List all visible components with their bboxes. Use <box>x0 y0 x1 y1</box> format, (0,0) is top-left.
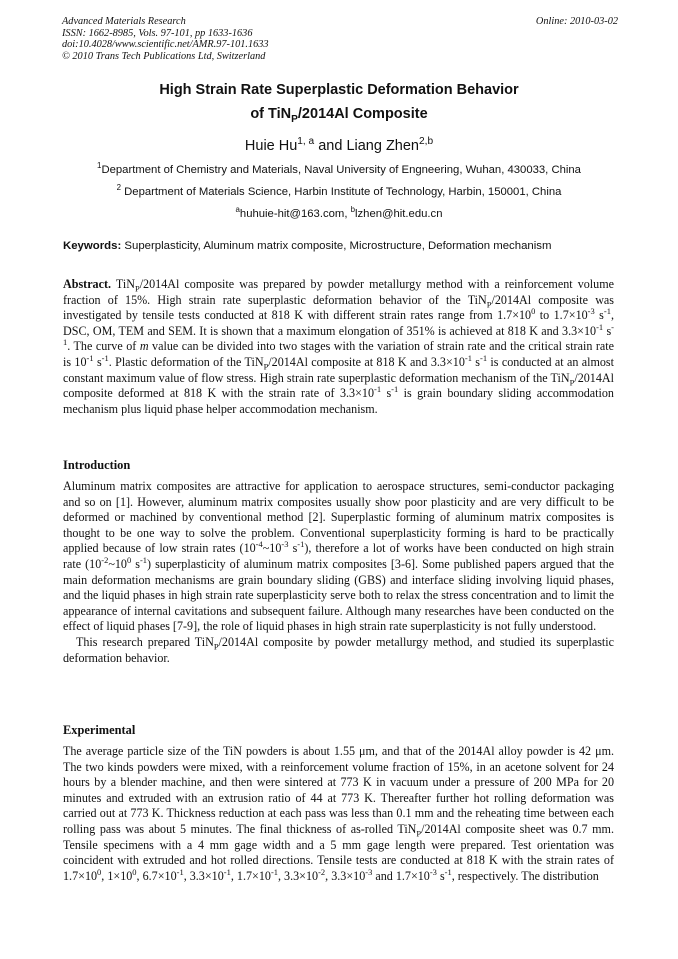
keywords-label: Keywords: <box>63 240 122 252</box>
journal-header <box>62 16 618 62</box>
section-heading-experimental: Experimental <box>63 723 136 737</box>
paragraph: The average particle size of the TiN powders is about 1.55 μm, and that of the 2014Al alloy powder is 42 μm. The two kinds powders were mixed, with a reinforcement volume fraction of 15%, in an acetone solvent for 24 hours by a blender machine, and then were sintered at 773 K in vacuum under a pressure of 200 MPa for 20 minutes and extruded with an extrusion ratio of 44 at 773 K. Thereafter further hot rolling deformation was carried out at 773 K. Thickness reduction at each pass was less than 0.1 mm and the reheating time between each rolling pass was about 5 minutes. The final thickness of as-rolled TiN$_P$/2014Al composite sheet was 0.7 mm. Tensile specimens with a 4 mm gage width and a 5 mm gage length were prepared. Test orientation was coincident with extruded and hot rolled directions. Tensile tests are conducted at 818 K with the strain rates of $1.7\times 10^0$, $1\times 10^0$, $6.7\times 10^{-1}$, $3.3\times 10^{-1}$, $1.7\times 10^{-1}$, $3.3\times 10^{-2}$, $3.3\times 10^{-3}$ and $1.7\times 10^{-3}$ $s^{-1}$, respectively. The distribution <box>63 744 614 883</box>
journal-copyright: © 2010 Trans Tech Publications Ltd, Switzerland <box>62 50 266 62</box>
author-name: Liang Zhen <box>346 138 419 154</box>
introduction-section <box>63 479 614 666</box>
paragraph: This research prepared TiN$_P$/2014Al composite by powder metallurgy method, and studied its superplastic deformation behavior. <box>63 634 614 665</box>
affiliation-2: $^2$ Department of Materials Science, Harbin Institute of Technology, Harbin, 150001, China <box>116 183 562 198</box>
paper-title-line2: of TiN$_P$/2014Al Composite <box>250 106 428 125</box>
experimental-section <box>63 744 614 884</box>
abstract-label: Abstract. <box>63 277 112 291</box>
affiliation-1: $^1$Department of Chemistry and Materials, Naval University of Engneering, Wuhan, 430033, China <box>97 161 581 176</box>
journal-issn: ISSN: 1662-8985, Vols. 97-101, pp 1633-1636 <box>62 27 253 39</box>
abstract-paragraph: Abstract. TiN$_P$/2014Al composite was prepared by powder metallurgy method with a reinforcement volume fraction of 15%. High strain rate superplastic deformation behavior of the TiN$_P$/2014Al composite was investigated by tensile tests conducted at 818 K with different strain rates range from $1.7\times 10^0$ to $1.7\times 10^{-3}$ $s^{-1}$, DSC, OM, TEM and SEM. It is shown that a maximum elongation of 351% is achieved at 818 K and $3.3\times 10^{-1}$ $s^{-1}$. The curve of m value can be divided into two stages with the variation of strain rate and the critical strain rate is $10^{-1}$ $s^{-1}$. Plastic deformation of the TiN$_P$/2014Al composite at 818 K and $3.3\times 10^{-1}$ $s^{-1}$ is conducted at an almost constant maximum value of flow stress. High strain rate superplastic deformation mechanism of the TiN$_P$/2014Al composite deformed at 818 K with the strain rate of $3.3\times 10^{-1}$ $s^{-1}$ is grain boundary sliding accommodation mechanism plus liquid phase helper accommodation mechanism. <box>63 277 614 416</box>
paragraph: Aluminum matrix composites are attractive for application to aerospace structures, semi-conductor packaging and so on [1]. However, aluminum matrix composites usually show poor plasticity and are very difficult to be deformed or machined by conventional method [2]. Superplastic forming of aluminum matrix composites is thought to be one way to solve the problem. Conventional superplasticity forming is hard to be practically applied because of low strain rates ($10^{-4}\sim 10^{-3}$ $s^{-1}$), therefore a lot of works have been conducted on high strain rate ($10^{-2}\sim 10^0$ $s^{-1}$) superplasticity of aluminum matrix composites [3-6]. Some published papers argued that the main deformation mechanisms are grain boundary sliding (GBS) and interface sliding involving liquid phases, and the liquid phases in high strain rate superplasticity serve both to relax the stress concentration and to limit the appearance of internal cavitations and subsequent failure. Although many researches have been conducted on the effect of liquid phases [7-9], the role of liquid phases in high strain rate superplasticity is not fully understood. <box>63 479 615 634</box>
journal-doi: doi:10.4028/www.scientific.net/AMR.97-101.1633 <box>62 39 269 51</box>
paper-title-line1: High Strain Rate Superplastic Deformation Behavior <box>159 82 519 98</box>
section-heading-introduction: Introduction <box>63 458 131 472</box>
author-list: Huie Hu$^{1, a}$ and Liang Zhen$^{2,b}$ <box>244 136 434 154</box>
online-date: Online: 2010-03-02 <box>535 16 618 27</box>
author-name: Huie Hu <box>244 138 298 154</box>
keywords: Keywords: Superplasticity, Aluminum matrix composite, Microstructure, Deformation mechanism <box>63 240 552 252</box>
journal-name: Advanced Materials Research <box>62 16 186 27</box>
author-emails: $^a$huhuie-hit@163.com, $^b$lzhen@hit.edu.cn <box>235 205 443 220</box>
